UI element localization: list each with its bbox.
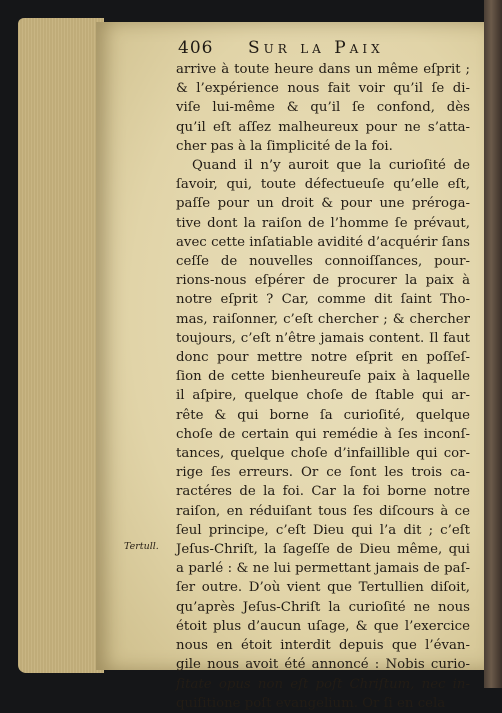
text-line: ceſſe de nouvelles connoiſſances, pour- <box>176 254 470 270</box>
text-line: ſer outre. D’où vient que Tertullien diſoit, <box>176 580 470 596</box>
text-line: rige ſes erreurs. Or ce ſont les trois ca- <box>176 465 470 481</box>
page-number: 406 <box>178 38 214 58</box>
text-line: tive dont la raiſon de l’homme ſe prévaut, <box>176 215 470 231</box>
text-line: ractéres de la foi. Car la foi borne notre <box>176 484 470 500</box>
text-line: qu’il eſt aſſez malheureux pour ne s’atta- <box>176 119 470 135</box>
body-text <box>176 60 470 713</box>
text-line: choſe de certain qui remédie à ſes inconſ- <box>176 426 470 442</box>
text-line: & l’expérience nous fait voir qu’il ſe di- <box>176 81 470 97</box>
text-line: avec cette inſatiable avidité d’acquérir ſans <box>176 234 470 250</box>
text-line: viſe lui-même & qu’il ſe confond, dès <box>176 100 470 116</box>
text-line: a parlé : & ne lui permettant jamais de paſ- <box>176 561 470 577</box>
text-line: il aſpire, quelque choſe de ſtable qui ar- <box>176 388 470 404</box>
text-line: Jeſus-Chriſt, la ſageſſe de Dieu même, qui <box>176 542 470 558</box>
text-line: ſion de cette bienheureuſe paix à laquelle <box>176 369 470 385</box>
text-line: nous en étoit interdit depuis que l’évan- <box>176 638 470 654</box>
text-line: qu’après Jeſus-Chriſt la curioſité ne nous <box>176 599 470 615</box>
text-line: ſavoir, qui, toute défectueuſe qu’elle eſt, <box>176 177 470 193</box>
text-line: raiſon, en réduiſant tous ſes diſcours à ce <box>176 503 470 519</box>
text-line: paſſe pour un droit & pour une préroga- <box>176 196 470 212</box>
text-line: gile nous avoit été annoncé : Nobis curio- <box>176 657 470 673</box>
text-line: étoit plus d’aucun uſage, & que l’exercice <box>176 618 470 634</box>
text-line: toujours, c’eſt n’être jamais content. Il faut <box>176 330 470 346</box>
text-line: quiſitione poſt evangelium. Or ſi en cela <box>176 695 446 711</box>
page-edges <box>18 18 104 673</box>
text-line: notre eſprit ? Car, comme dit ſaint Tho- <box>176 292 470 308</box>
text-line: mas, raiſonner, c’eſt chercher ; & chercher <box>176 311 470 327</box>
running-header <box>178 30 478 64</box>
text-line: arrive à toute heure dans un même eſprit ; <box>176 62 470 77</box>
text-line: cher pas à la ſimplicité de la foi. <box>176 138 393 154</box>
text-line: tances, quelque choſe d’infaillible qui cor- <box>176 446 470 462</box>
text-line: rête & qui borne ſa curioſité, quelque <box>176 407 470 423</box>
text-line: donc pour mettre notre eſprit en poſſeſ- <box>176 350 470 366</box>
marginal-note: Tertull. <box>124 541 159 552</box>
book-cover-edge <box>484 0 502 688</box>
text-line: Quand il n’y auroit que la curioſité de <box>192 158 470 174</box>
text-line: rions-nous eſpérer de procurer la paix à <box>176 273 470 289</box>
text-line: ſitate opus non eſt poſt Chriſtum, nec in- <box>176 676 470 692</box>
running-title: Sur la Paix <box>248 38 384 58</box>
text-line: ſeul principe, c’eſt Dieu qui l’a dit ; c’eſt <box>176 522 470 538</box>
